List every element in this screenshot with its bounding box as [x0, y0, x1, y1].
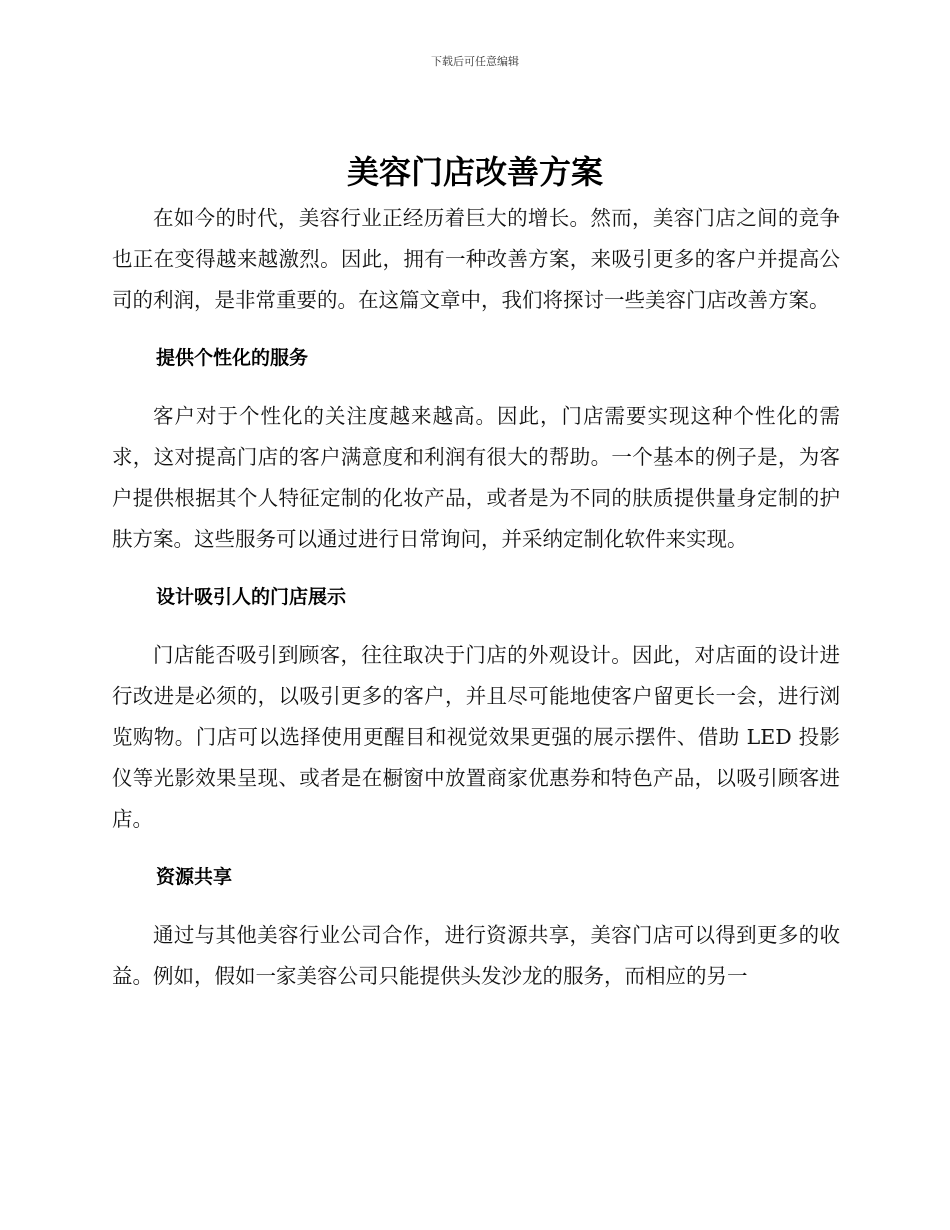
section-heading-personalized-service: 提供个性化的服务 [156, 347, 309, 369]
section-paragraph-resource-sharing: 通过与其他美容行业公司合作，进行资源共享，美容门店可以得到更多的收益。例如，假如一家美容公司只能提供头发沙龙的服务，而相应的另一 [112, 923, 840, 988]
section-paragraph-store-display: 门店能否吸引到顾客，往往取决于门店的外观设计。因此，对店面的设计进行改进是必须的，以吸引更多的客户，并且尽可能地使客户留更长一会，进行浏览购物。门店可以选择使用更醒目和视觉效果更强的展示摆件、借助 LED 投影仪等光影效果呈现、或者是在橱窗中放置商家优惠券和特色产品，以吸引顾客进店。 [112, 643, 840, 831]
page-header-note: 下载后可任意编辑 [431, 55, 519, 68]
document-title: 美容门店改善方案 [346, 153, 603, 191]
section-paragraph-personalized-service: 客户对于个性化的关注度越来越高。因此，门店需要实现这种个性化的需求，这对提高门店的客户满意度和利润有很大的帮助。一个基本的例子是，为客户提供根据其个人特征定制的化妆产品，或者是为不同的肤质提供量身定制的护肤方案。这些服务可以通过进行日常询问，并采纳定制化软件来实现。 [112, 404, 840, 551]
section-heading-resource-sharing: 资源共享 [156, 866, 233, 888]
intro-paragraph: 在如今的时代，美容行业正经历着巨大的增长。然而，美容门店之间的竞争也正在变得越来越激烈。因此，拥有一种改善方案，来吸引更多的客户并提高公司的利润，是非常重要的。在这篇文章中，我们将探讨一些美容门店改善方案。 [112, 206, 840, 312]
document-body [112, 198, 840, 997]
section-heading-store-display: 设计吸引人的门店展示 [156, 586, 347, 608]
